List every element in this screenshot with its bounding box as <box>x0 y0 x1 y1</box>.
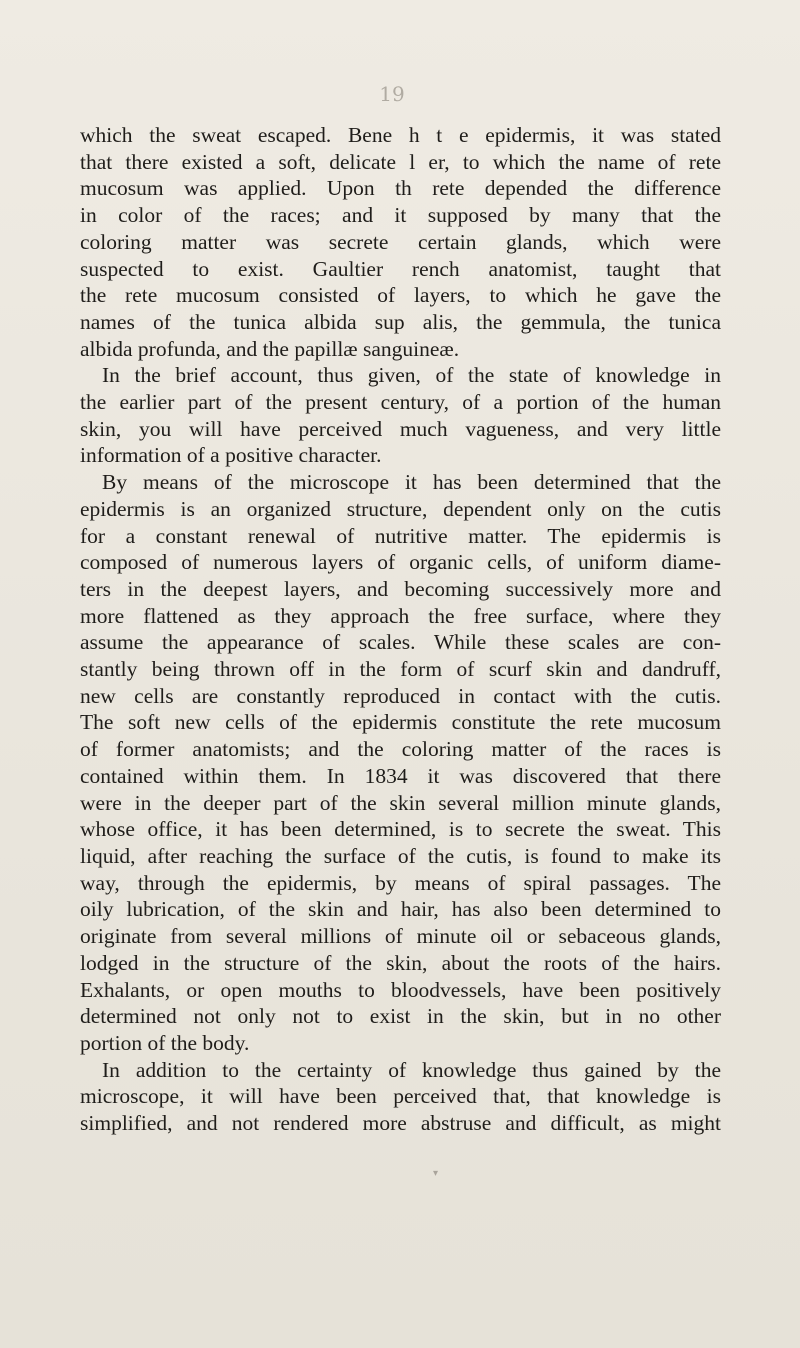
text-line: way, through the epidermis, by means of spiral passages. The <box>80 870 721 895</box>
text-line: liquid, after reaching the surface of the cutis, is found to make its <box>80 843 721 868</box>
text-line: ters in the deepest layers, and becoming successively more and <box>80 576 721 601</box>
text-line: coloring matter was secrete certain glands, which were <box>80 229 721 254</box>
text-line: The soft new cells of the epidermis constitute the rete mucosum <box>80 710 721 735</box>
text-line: originate from several millions of minute oil or sebaceous glands, <box>80 924 721 949</box>
text-line: lodged in the structure of the skin, about the roots of the hairs. <box>80 950 721 975</box>
text-line: portion of the body. <box>80 1030 250 1055</box>
page-number: 19 <box>379 82 405 106</box>
text-line: microscope, it will have been perceived that, that knowledge is <box>80 1084 721 1109</box>
text-line: assume the appearance of scales. While these scales are con- <box>80 630 721 655</box>
text-line: the rete mucosum consisted of layers, to which he gave the <box>80 283 721 308</box>
text-line: determined not only not to exist in the skin, but in no other <box>80 1004 721 1029</box>
text-line: composed of numerous layers of organic cells, of uniform diame- <box>80 550 721 575</box>
paper-mark: ▾ <box>433 1168 439 1179</box>
text-line: of former anatomists; and the coloring matter of the races is <box>80 737 721 762</box>
text-line: epidermis is an organized structure, dependent only on the cutis <box>80 496 721 521</box>
text-line: more flattened as they approach the free surface, where they <box>80 603 721 628</box>
text-line: names of the tunica albida sup alis, the gemmula, the tunica <box>80 309 721 334</box>
text-line: new cells are constantly reproduced in contact with the cutis. <box>80 683 721 708</box>
body-text <box>80 122 721 1137</box>
text-line: which the sweat escaped. Bene h t e epidermis, it was stated <box>80 123 721 147</box>
text-line: By means of the microscope it has been determined that the <box>102 470 721 495</box>
text-line: for a constant renewal of nutritive matter. The epidermis is <box>80 523 721 548</box>
text-line: mucosum was applied. Upon th rete depended the difference <box>80 176 721 201</box>
text-line: that there existed a soft, delicate l er, to which the name of rete <box>80 149 721 174</box>
text-line: In addition to the certainty of knowledge thus gained by the <box>102 1057 721 1082</box>
text-line: information of a positive character. <box>80 443 382 468</box>
text-line: contained within them. In 1834 it was discovered that there <box>80 763 721 788</box>
text-line: the earlier part of the present century, of a portion of the human <box>80 390 721 415</box>
text-line: stantly being thrown off in the form of scurf skin and dandruff, <box>80 657 721 682</box>
text-line: suspected to exist. Gaultier rench anatomist, taught that <box>80 256 721 281</box>
text-line: albida profunda, and the papillæ sanguineæ. <box>80 336 460 361</box>
text-line: whose office, it has been determined, is to secrete the sweat. This <box>80 817 721 842</box>
text-line: Exhalants, or open mouths to bloodvessels, have been positively <box>80 977 721 1002</box>
text-line: simplified, and not rendered more abstruse and difficult, as might <box>80 1111 721 1136</box>
text-line: in color of the races; and it supposed by many that the <box>80 203 721 228</box>
text-line: oily lubrication, of the skin and hair, has also been determined to <box>80 897 721 922</box>
text-line: In the brief account, thus given, of the state of knowledge in <box>102 363 721 388</box>
text-line: were in the deeper part of the skin several million minute glands, <box>80 790 721 815</box>
text-line: skin, you will have perceived much vagueness, and very little <box>80 416 721 441</box>
